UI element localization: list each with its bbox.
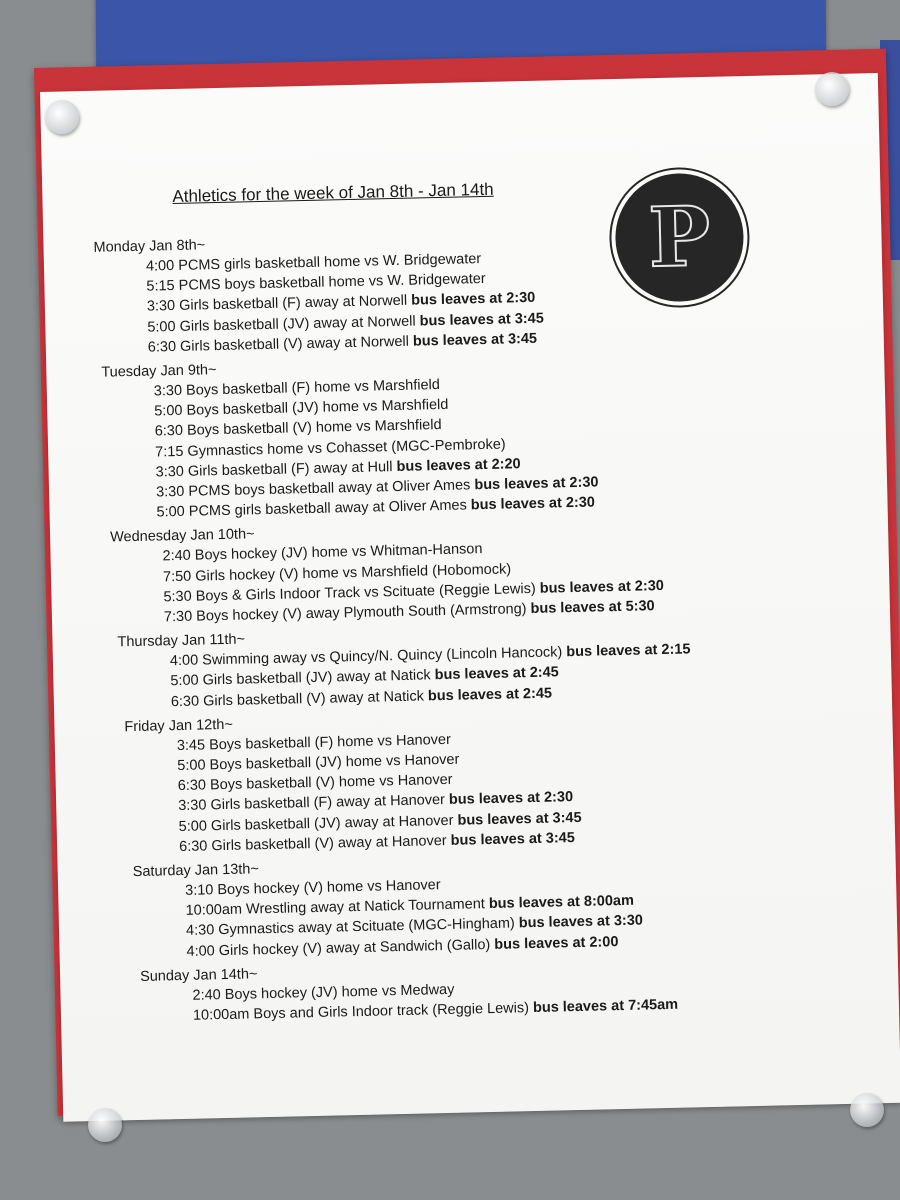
event-text: 2:40 Boys hockey (JV) home vs Medway [192, 981, 455, 1004]
event-text: 6:30 Boys basketball (V) home vs Marshfield [154, 417, 442, 440]
day-section [93, 225, 683, 358]
pushpin-icon [45, 100, 79, 134]
event-text: 4:30 Gymnastics away at Scituate (MGC-Hingham) [185, 915, 515, 940]
notice-title: Athletics for the week of Jan 8th - Jan 14th [172, 179, 494, 207]
event-text: 5:00 Girls basketball (JV) away at Natick [170, 667, 431, 690]
pushpin-icon [815, 72, 849, 106]
event-text: 5:00 Boys basketball (JV) home vs Hanover [177, 751, 460, 775]
bus-departure: bus leaves at 2:30 [448, 789, 574, 809]
event-text: 3:30 PCMS boys basketball away at Oliver Ames [155, 477, 471, 501]
day-label: Saturday Jan 13th~ [132, 861, 260, 881]
athletics-notice [40, 73, 900, 1122]
event-text: 5:00 Boys basketball (JV) home vs Marshfield [154, 397, 449, 420]
pushpin-icon [88, 1108, 122, 1142]
bus-departure: bus leaves at 2:45 [434, 664, 559, 684]
day-label: Friday Jan 12th~ [124, 716, 234, 736]
event-text: 5:00 PCMS girls basketball away at Oliver Ames [156, 497, 467, 521]
bus-departure: bus leaves at 3:45 [412, 330, 538, 350]
bus-departure: bus leaves at 2:15 [566, 641, 691, 661]
event-text: 7:50 Girls hockey (V) home vs Marshfield (Hobomock) [162, 561, 512, 585]
event-text: 3:30 Girls basketball (F) away at Hull [155, 458, 393, 481]
bus-departure: bus leaves at 3:45 [419, 310, 544, 330]
event-text: 4:00 Swimming away vs Quincy/N. Quincy (Lincoln Hancock) [169, 644, 563, 670]
day-section [133, 850, 698, 963]
bus-departure: bus leaves at 3:45 [450, 829, 575, 849]
event-text: 3:30 Girls basketball (F) away at Hanover [178, 792, 446, 815]
bus-departure: bus leaves at 8:00am [488, 893, 635, 913]
event-text: 5:00 Girls basketball (JV) away at Norwell [147, 313, 416, 336]
bus-departure: bus leaves at 3:45 [457, 809, 582, 829]
event-text: 4:00 PCMS girls basketball home vs W. Bridgewater [145, 251, 482, 275]
bus-departure: bus leaves at 2:00 [494, 933, 619, 953]
bus-departure: bus leaves at 7:45am [532, 996, 679, 1017]
bus-departure: bus leaves at 5:30 [530, 598, 655, 618]
event-text: 10:00am Wrestling away at Natick Tournament [185, 896, 486, 920]
day-section [140, 955, 699, 1027]
event-text: 5:00 Girls basketball (JV) away at Hanover [178, 812, 454, 835]
event-text: 5:15 PCMS boys basketball home vs W. Bridgewater [146, 271, 486, 295]
day-label: Tuesday Jan 9th~ [101, 362, 217, 381]
day-section [124, 705, 695, 858]
event-text: 6:30 Girls basketball (V) away at Hanover [178, 832, 447, 855]
pushpin-icon [850, 1093, 884, 1127]
bus-departure: bus leaves at 2:20 [396, 456, 521, 475]
schedule-list [93, 225, 698, 1032]
day-label: Thursday Jan 11th~ [117, 631, 246, 651]
logo-letter: P [647, 188, 712, 287]
event-text: 3:45 Boys basketball (F) home vs Hanover [176, 731, 451, 754]
event-text: 3:30 Boys basketball (F) home vs Marshfield [153, 377, 441, 400]
event-text: 6:30 Girls basketball (V) away at Norwell [147, 333, 410, 356]
day-section [101, 350, 687, 524]
event-text: 6:30 Boys basketball (V) home vs Hanover [177, 772, 453, 795]
event-text: 7:30 Boys hockey (V) away Plymouth South (Armstrong) [163, 601, 527, 626]
day-label: Wednesday Jan 10th~ [109, 526, 255, 546]
event-text: 10:00am Boys and Girls Indoor track (Reggie Lewis) [192, 1000, 530, 1024]
bus-departure: bus leaves at 2:30 [539, 577, 665, 597]
bus-departure: bus leaves at 2:45 [427, 685, 553, 705]
event-text: 3:10 Boys hockey (V) home vs Hanover [184, 877, 441, 899]
day-section [110, 516, 690, 629]
day-label: Monday Jan 8th~ [93, 237, 206, 256]
event-text: 4:00 Girls hockey (V) away at Sandwich (Gallo) [186, 936, 491, 960]
event-text: 3:30 Girls basketball (F) away at Norwell [146, 293, 408, 316]
event-text: 5:30 Boys & Girls Indoor Track vs Scituate (Reggie Lewis) [163, 580, 536, 606]
event-text: 2:40 Boys hockey (JV) home vs Whitman-Hanson [162, 541, 483, 565]
bus-departure: bus leaves at 2:30 [474, 474, 599, 494]
bus-departure: bus leaves at 2:30 [470, 494, 596, 514]
day-section [117, 621, 691, 714]
event-text: 7:15 Gymnastics home vs Cohasset (MGC-Pembroke) [155, 436, 506, 461]
bus-departure: bus leaves at 2:30 [410, 290, 536, 310]
bus-departure: bus leaves at 3:30 [518, 913, 644, 932]
day-label: Sunday Jan 14th~ [139, 966, 258, 985]
event-text: 6:30 Girls basketball (V) away at Natick [170, 688, 425, 710]
